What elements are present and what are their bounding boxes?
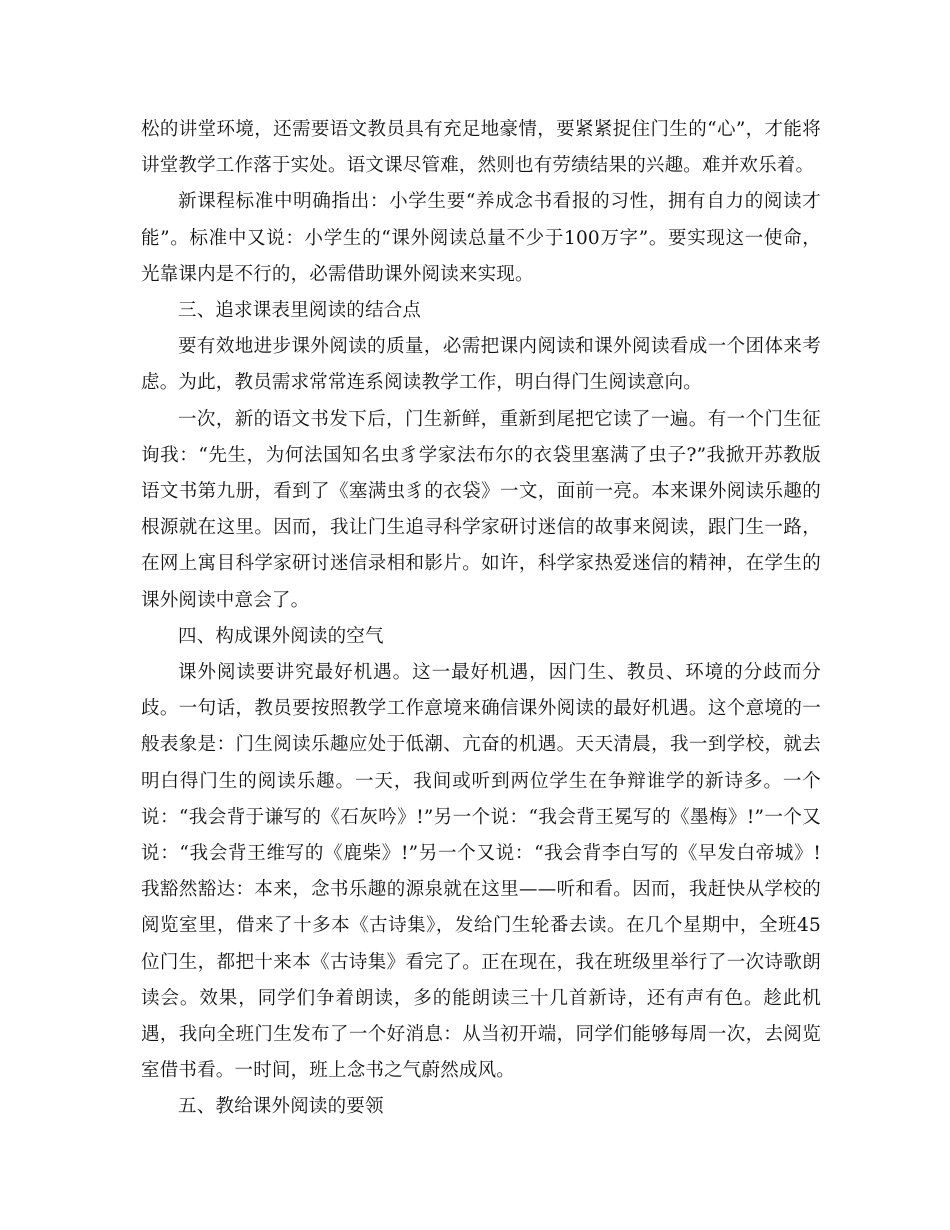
paragraph-curriculum-standard: 新课程标准中明确指出：小学生要“养成念书看报的习性，拥有自力的阅读才能”。标准中又说：小学生的“课外阅读总量不少于100万字”。要实现这一使命，光靠课内是不行的，必需借助课外阅读来实现。	[141, 191, 821, 285]
paragraph-anecdote-fabre: 一次，新的语文书发下后，门生新鲜，重新到尾把它读了一遍。有一个门生征询我：“先生，为何法国知名虫豸学家法布尔的衣袋里塞满了虫子?”我掀开苏教版语文书第九册，看到了《塞满虫豸的衣袋》一文，面前一亮。本来课外阅读乐趣的根源就在这里。因而，我让门生追寻科学家研讨迷信的故事来阅读，跟门生一路，在网上寓目科学家研讨迷信录相和影片。如许，科学家热爱迷信的精神，在学生的课外阅读中意会了。	[141, 408, 821, 611]
section-heading-5: 五、教给课外阅读的要领	[178, 1096, 384, 1118]
body-text	[141, 112, 821, 1126]
paragraph-continuation: 松的讲堂环境，还需要语文教员具有充足地豪情，要紧紧捉住门生的“心”，才能将讲堂教学工作落于实处。语文课尽管难，然则也有劳绩结果的兴趣。难并欢乐着。	[141, 119, 821, 177]
paragraph-reading-atmosphere: 课外阅读要讲究最好机遇。这一最好机遇，因门生、教员、环境的分歧而分歧。一句话，教员要按照教学工作意境来确信课外阅读的最好机遇。这个意境的一般表象是：门生阅读乐趣应处于低潮、亢奋的机遇。天天清晨，我一到学校，就去明白得门生的阅读乐趣。一天，我间或听到两位学生在争辩谁学的新诗多。一个说：“我会背于谦写的《石灰吟》!”另一个说：“我会背王冕写的《墨梅》!”一个又说：“我会背王维写的《鹿柴》!”另一个又说：“我会背李白写的《早发白帝城》!我豁然豁达：本来，念书乐趣的源泉就在这里——听和看。因而，我赶快从学校的阅览室里，借来了十多本《古诗集》，发给门生轮番去读。在几个星期中，全班45位门生，都把十来本《古诗集》看完了。正在现在，我在班级里举行了一次诗歌朗读会。效果，同学们争着朗读，多的能朗读三十几首新诗，还有声有色。趁此机遇，我向全班门生发布了一个好消息：从当初开端，同学们能够每周一次，去阅览室借书看。一时间，班上念书之气蔚然成风。	[141, 662, 821, 1082]
section-heading-4: 四、构成课外阅读的空气	[178, 625, 384, 647]
section-heading-3: 三、追求课表里阅读的结合点	[178, 300, 422, 322]
paragraph-integration: 要有效地进步课外阅读的质量，必需把课内阅读和课外阅读看成一个团体来考虑。为此，教员需求常常连系阅读教学工作，明白得门生阅读意向。	[141, 336, 821, 394]
